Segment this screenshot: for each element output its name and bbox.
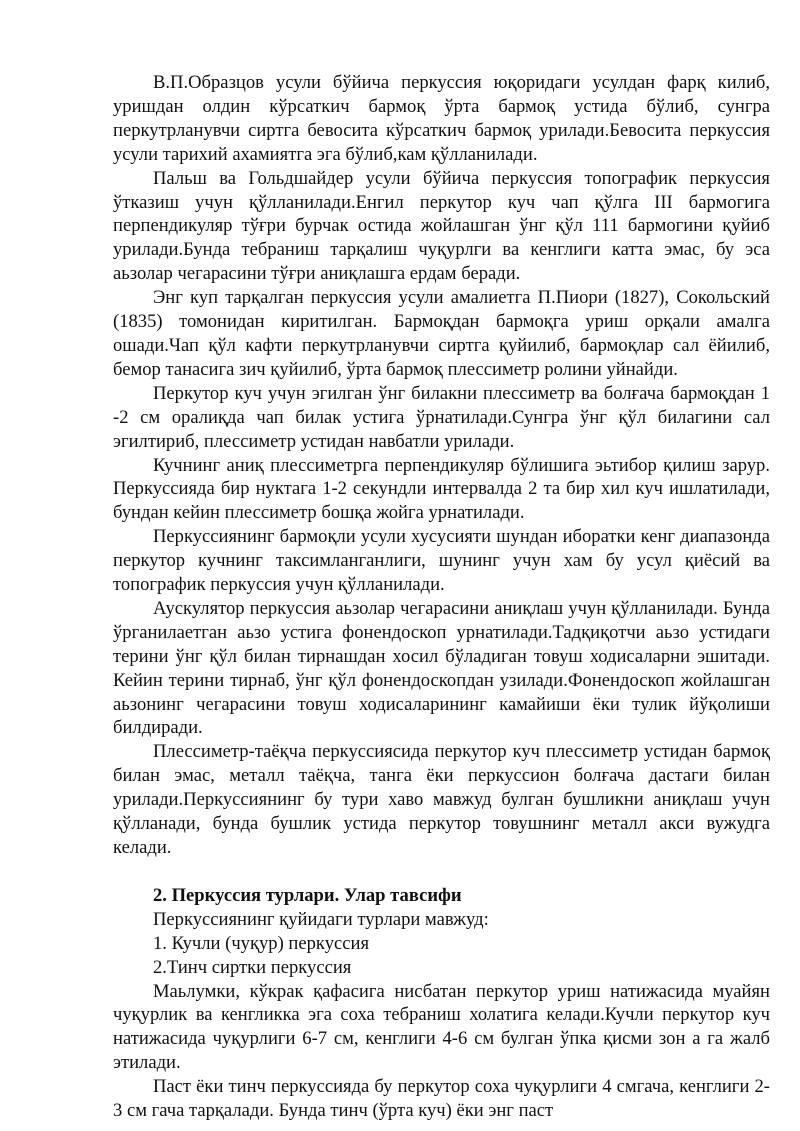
paragraph-quiet-percussion-depth: Паст ёки тинч перкуссияда бу перкутор соха чуқурлиги 4 смгача, кенглиги 2-3 см гача тарқалади. Бунда тинч (ўрта куч) ёки энг паст (113, 1076, 770, 1122)
section-intro-line: Перкуссиянинг қуйидаги турлари мавжуд: (153, 908, 489, 930)
list-item-strong-percussion: 1. Кучли (чуқур) перкуссия (153, 932, 370, 954)
paragraph-finger-method-feature: Перкуссиянинг бармоқли усули хусусияти шундан иборатки кенг диапазонда перкутор кучнинг таксимланганлиги, шунинг учун хам бу усул қиёсий ва топографик перкуссия учун қўлланилади. (113, 526, 770, 596)
paragraph-palsh-goldscheider-method: Пальш ва Гольдшайдер усули бўйича перкуссия топографик перкуссия ўтказиш учун қўлланилади.Енгил перкутор куч чап қўлга III бармогига перпендикуляр тўғри бурчак остида жойлашган ўнг қўл 111 бармогини қуйиб урилади.Бунда тебраниш тарқалиш чуқурлги ва кенглиги катта эмас, бу эса аьзолар чегарасини тўғри аниқлашга ердам беради. (113, 167, 770, 285)
section-heading: 2. Перкуссия турлари. Улар тавсифи (153, 884, 462, 906)
paragraph-auscultatory-percussion: Аускулятор перкуссия аьзолар чегарасини аниқлаш учун қўлланилади. Бунда ўрганилаетган аьзо устига фонендоскоп урнатилади.Тадқиқотчи аьзо устидаги терини ўнг қўл билан тирнашдан хосил бўладиган товуш ходисаларни эшитади. Кейин терини тирнаб, ўнг қўл фонендоскопдан узилади.Фонендоскоп жойлашган аьзонинг чегарасини товуш ходисаларининг камайиши ёки тулик йўқолиши билдиради. (113, 597, 770, 739)
paragraph-obraztsov-method: В.П.Образцов усули бўйича перкуссия юқоридаги усулдан фарқ килиб, уришдан олдин кўрсаткич бармоқ ўрта бармоқ устида бўлиб, сунгра перкутрланувчи сиртга бевосита кўрсаткич бармоқ урилади.Бевосита перкуссия усули тарихий ахамиятга эга бўлиб,кам қўлланилади. (113, 72, 770, 165)
paragraph-plessimeter-rod-percussion: Плессиметр-таёқча перкуссиясида перкутор куч плессиметр устидан бармоқ билан эмас, металл таёқча, танга ёки перкуссион болғача дастаги билан урилади.Перкуссиянинг бу тури хаво мавжуд булган бушликни аниқлаш учун қўлланади, бунда бушлик устида перкутор товушнинг металл акси вужудга келади. (113, 741, 770, 858)
list-item-quiet-percussion: 2.Тинч сиртки перкуссия (153, 956, 352, 978)
document-page (113, 71, 770, 1123)
paragraph-perpendicular-force: Кучнинг аниқ плессиметрга перпендикуляр бўлишига эьтибор қилиш зарур. Перкуссияда бир нуктага 1-2 секундли интервалда 2 та бир хил куч ишлатилади, бундан кейин плессиметр бошқа жойга урнатилади. (113, 454, 770, 524)
section-spacer (113, 860, 770, 884)
paragraph-finger-percussion: Энг куп тарқалган перкуссия усули амалиетга П.Пиори (1827), Сокольский (1835) томонидан киритилган. Бармоқдан бармоқга уриш орқали амалга ошади.Чап қўл кафти перкутрланувчи сиртга қуйилиб, бармоқлар сал ёйилиб, бемор танасига зич қуйилиб, ўрта бармоқ плессиметр ролини уйнайди. (113, 287, 770, 380)
paragraph-strong-percussion-depth: Маьлумки, кўкрак қафасига нисбатан перкутор уриш натижасида муайян чуқурлик ва кенгликка эга соха тебраниш холатига келади.Кучли перкутор куч натижасида чуқурлиги 6-7 см, кенглиги 4-6 см булган ўпка қисми зон а га жалб этилади. (113, 980, 770, 1074)
paragraph-percussor-force: Перкутор куч учун эгилган ўнг билакни плессиметр ва болғача бармоқдан 1 -2 см оралиқда чап билак устига ўрнатилади.Сунгра ўнг қўл билагини сал эгилтириб, плессиметр устидан навбатли урилади. (113, 382, 770, 452)
